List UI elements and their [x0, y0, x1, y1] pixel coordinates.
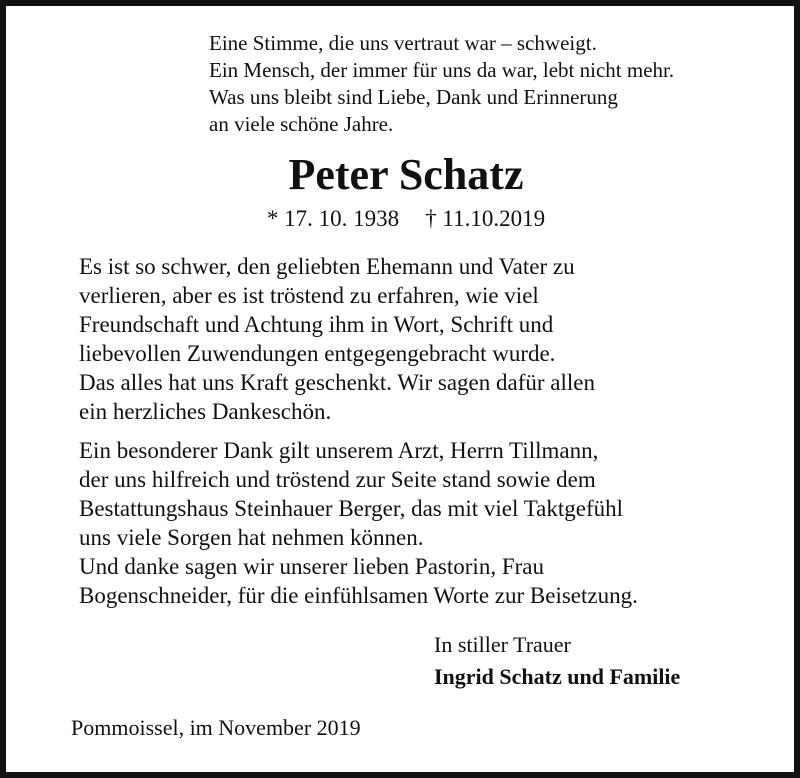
- text-line: liebevollen Zuwendungen entgegengebracht wurde.: [79, 341, 556, 366]
- deceased-name: Peter Schatz: [288, 150, 524, 199]
- poem-line: Was uns bleibt sind Liebe, Dank und Erinnerung: [209, 85, 618, 109]
- death-date: † 11.10.2019: [425, 206, 546, 231]
- text-line: Das alles hat uns Kraft geschenkt. Wir sagen dafür allen: [79, 370, 595, 395]
- text-line: verlieren, aber es ist tröstend zu erfahren, wie viel: [79, 283, 539, 308]
- text-line: Bogenschneider, für die einfühlsamen Worte zur Beisetzung.: [79, 583, 638, 608]
- thanks-paragraph-1: [79, 252, 769, 426]
- text-line: uns viele Sorgen hat nehmen können.: [79, 525, 424, 550]
- birth-date: * 17. 10. 1938: [266, 206, 400, 231]
- signature-intro: In stiller Trauer: [434, 632, 571, 657]
- place-and-date: Pommoissel, im November 2019: [71, 715, 361, 740]
- text-line: ein herzliches Dankeschön.: [79, 399, 332, 424]
- text-line: Und danke sagen wir unserer lieben Pastorin, Frau: [79, 554, 544, 579]
- poem-line: an viele schöne Jahre.: [209, 112, 394, 136]
- signature-block: [434, 629, 680, 693]
- poem-line: Ein Mensch, der immer für uns da war, lebt nicht mehr.: [209, 58, 675, 82]
- text-line: Freundschaft und Achtung ihm in Wort, Schrift und: [79, 312, 554, 337]
- text-line: der uns hilfreich und tröstend zur Seite stand sowie dem: [79, 467, 596, 492]
- memorial-poem: [209, 30, 674, 138]
- thanks-paragraph-2: [79, 436, 769, 610]
- text-line: Ein besonderer Dank gilt unserem Arzt, Herrn Tillmann,: [79, 438, 599, 463]
- poem-line: Eine Stimme, die uns vertraut war – schweigt.: [209, 31, 597, 55]
- life-dates: [6, 205, 800, 233]
- signature-names: Ingrid Schatz und Familie: [434, 664, 681, 689]
- text-line: Es ist so schwer, den geliebten Ehemann und Vater zu: [79, 254, 575, 279]
- text-line: Bestattungshaus Steinhauer Berger, das mit viel Taktgefühl: [79, 496, 624, 521]
